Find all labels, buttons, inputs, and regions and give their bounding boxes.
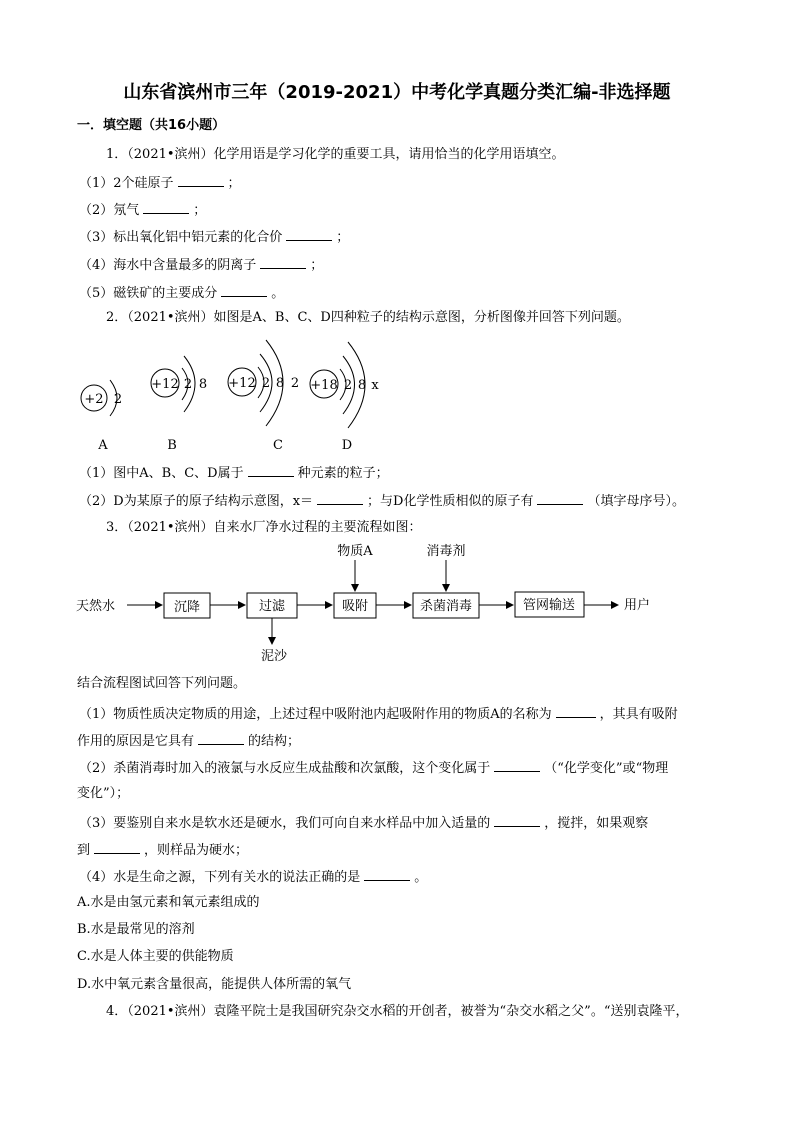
q3-sub2-line1: （2）杀菌消毒时加入的液氯与水反应生成盐酸和次氯酸，这个变化属于 （“化学变化”或“物理: [79, 761, 669, 776]
answer-blank[interactable]: [494, 814, 540, 827]
q1-item-5: （5）磁铁矿的主要成分 。: [79, 286, 285, 301]
q2-sub2: （2）D为某原子的原子结构示意图，x＝ ；与D化学性质相似的原子有 （填字母序号）。: [79, 494, 685, 509]
page-title: 山东省滨州市三年（2019-2021）中考化学真题分类汇编-非选择题: [123, 82, 671, 103]
flow-start: 天然水: [76, 599, 116, 614]
q3-sub1-line2: 作用的原因是它具有 的结构；: [77, 734, 301, 749]
q3-option-a[interactable]: A.水是由氢元素和氧元素组成的: [77, 895, 260, 910]
q3-sub4: （4）水是生命之源，下列有关水的说法正确的是 。: [79, 870, 428, 885]
electron-count: 8: [357, 378, 367, 393]
electron-count: x: [371, 378, 379, 393]
electron-count: 8: [198, 377, 208, 392]
q1-stem: 1．（2021•滨州）化学用语是学习化学的重要工具，请用恰当的化学用语填空。: [106, 147, 565, 162]
answer-blank[interactable]: [248, 464, 294, 477]
nucleus-label-c: +12: [228, 376, 256, 391]
flow-step-5: 管网输送: [522, 598, 576, 613]
answer-blank[interactable]: [143, 201, 189, 214]
q3-stem: 3．（2021•滨州）自来水厂净水过程的主要流程如图：: [106, 520, 422, 535]
q3-sub3-line2: 到 ，则样品为硬水；: [77, 843, 249, 858]
q3-sub3-line1: （3）要鉴别自来水是软水还是硬水，我们可向自来水样品中加入适量的 ，搅拌，如果观察: [79, 816, 649, 831]
flow-step-4: 杀菌消毒: [419, 599, 473, 614]
answer-blank[interactable]: [198, 732, 244, 745]
q1-item-2: （2）氖气 ；: [79, 203, 207, 218]
flow-input-b: 消毒剂: [426, 544, 466, 559]
flow-end: 用户: [624, 598, 651, 613]
nucleus-label-a: +2: [84, 392, 104, 407]
q3-option-c[interactable]: C.水是人体主要的供能物质: [77, 949, 234, 964]
q1-item-1: （1）2个硅原子 ；: [79, 176, 241, 191]
water-treatment-flowchart: [70, 538, 690, 666]
flow-step-3: 吸附: [341, 599, 369, 614]
answer-blank[interactable]: [537, 492, 583, 505]
section-heading: 一．填空题（共16小题）: [77, 118, 226, 133]
nucleus-label-b: +12: [151, 377, 179, 392]
q2-sub1: （1）图中A、B、C、D属于 种元素的粒子；: [79, 466, 389, 481]
atomic-structure-diagram: [70, 330, 400, 455]
q3-option-b[interactable]: B.水是最常见的溶剂: [77, 922, 195, 937]
electron-count: 2: [183, 377, 193, 392]
q3-sub1-line1: （1）物质性质决定物质的用途，上述过程中吸附池内起吸附作用的物质A的名称为 ，其具有吸附: [79, 707, 678, 722]
atom-label-a: A: [98, 438, 108, 453]
electron-count: 2: [113, 392, 123, 407]
q3-intro: 结合流程图试回答下列问题。: [77, 676, 247, 691]
atom-label-b: B: [167, 438, 177, 453]
q3-option-d[interactable]: D.水中氧元素含量很高，能提供人体所需的氧气: [77, 977, 352, 992]
answer-blank[interactable]: [178, 174, 224, 187]
q3-sub2-line2: 变化”）；: [77, 786, 130, 801]
q4-stem: 4．（2021•滨州）袁隆平院士是我国研究杂交水稻的开创者，被誉为“杂交水稻之父”。“送别袁隆平，: [106, 1004, 689, 1019]
atom-label-d: D: [341, 438, 353, 453]
flow-step-1: 沉降: [173, 600, 201, 615]
answer-blank[interactable]: [221, 284, 267, 297]
answer-blank[interactable]: [94, 841, 140, 854]
answer-blank[interactable]: [494, 759, 540, 772]
answer-blank[interactable]: [286, 228, 332, 241]
atom-label-c: C: [273, 438, 283, 453]
q2-stem: 2．（2021•滨州）如图是A、B、C、D四种粒子的结构示意图，分析图像并回答下列问题。: [106, 310, 630, 325]
answer-blank[interactable]: [260, 256, 306, 269]
q1-item-3: （3）标出氧化铝中铝元素的化合价 ；: [79, 230, 350, 245]
electron-count: 2: [261, 376, 271, 391]
flow-output: 泥沙: [260, 649, 288, 664]
electron-count: 8: [275, 376, 285, 391]
nucleus-label-d: +18: [310, 378, 338, 393]
flow-step-2: 过滤: [258, 599, 286, 614]
answer-blank[interactable]: [364, 868, 410, 881]
electron-count: 2: [290, 376, 300, 391]
answer-blank[interactable]: [556, 705, 596, 718]
q1-item-4: （4）海水中含量最多的阴离子 ；: [79, 258, 324, 273]
answer-blank[interactable]: [317, 492, 363, 505]
electron-count: 2: [343, 378, 353, 393]
flow-input-a: 物质A: [337, 544, 373, 559]
